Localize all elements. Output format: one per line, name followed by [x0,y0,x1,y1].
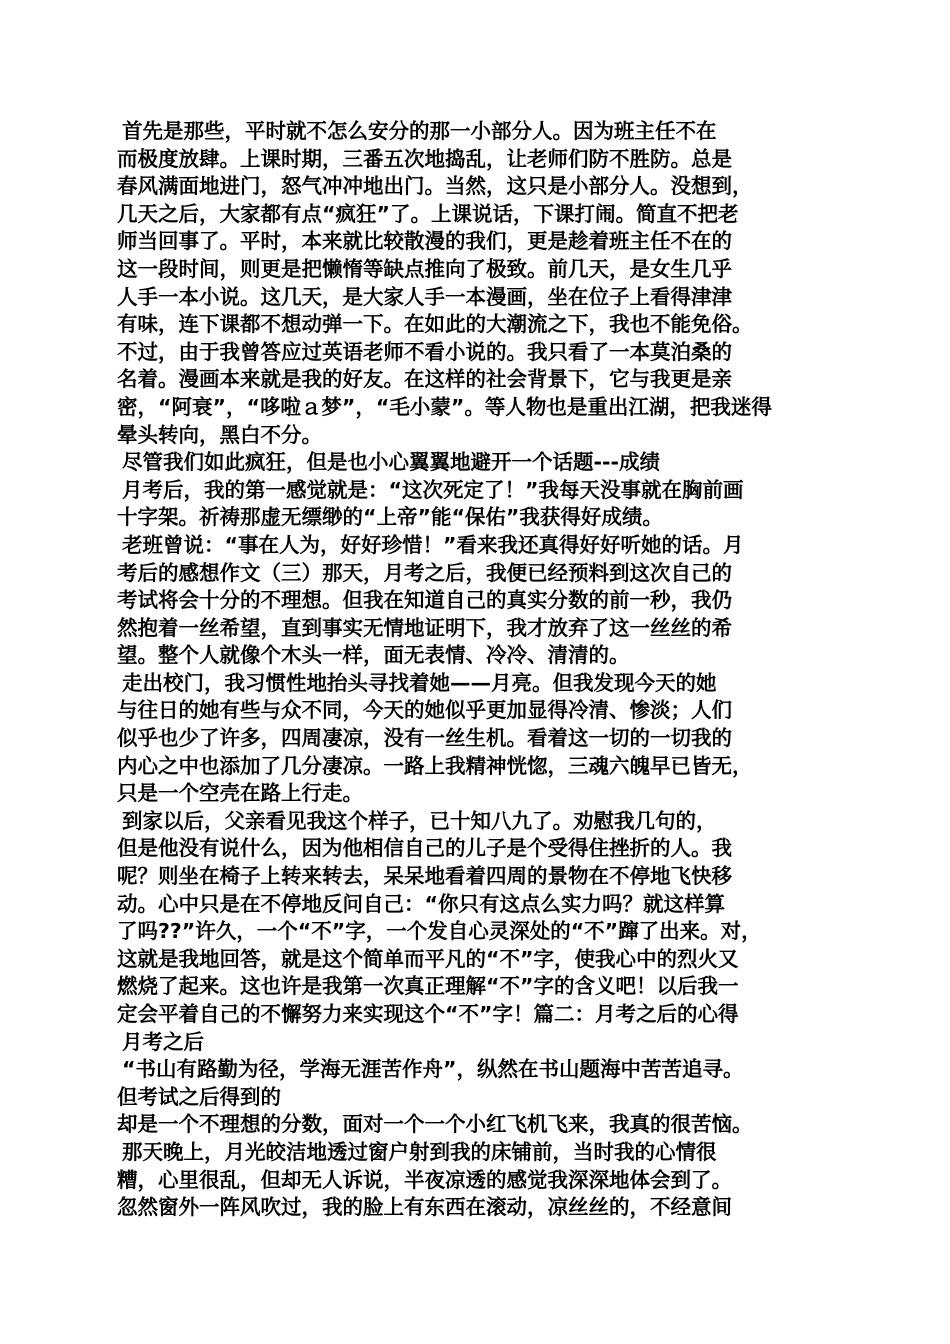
text-line: 晕头转向，黑白不分。 [117,422,322,447]
text-line: 密，“阿衰”，“哆啦ａ梦”，“毛小蒙”。等人物也是重出江湖，把我迷得 [117,394,772,419]
text-line: 但是他没有说什么，因为他相信自己的儿子是个受得住挫折的人。我 [117,836,732,861]
text-line: 春风满面地进门，怒气冲冲地出门。当然，这只是小部分人。没想到， [117,174,753,199]
text-line: 与往日的她有些与众不同，今天的她似乎更加显得冷清、惨淡；人们 [117,698,732,723]
text-line: 那天晚上，月光皎洁地透过窗户射到我的床铺前，当时我的心情很 [122,1139,717,1164]
text-line: 这一段时间，则更是把懒惰等缺点推向了极致。前几天，是女生几乎 [117,256,732,281]
text-line: 考后的感想作文（三）那天，月考之后，我便已经预料到这次自己的 [117,560,732,585]
text-line: 内心之中也添加了几分凄凉。一路上我精神恍惚，三魂六魄早已皆无， [117,753,753,778]
document-body-text [117,118,847,1222]
text-line: 月考之后 [122,1029,204,1054]
text-line: 然抱着一丝希望，直到事实无情地证明下，我才放弃了这一丝丝的希 [117,615,732,640]
text-line: 考试将会十分的不理想。但我在知道自己的真实分数的前一秒，我仍 [117,588,732,613]
text-line: 定会平着自己的不懈努力来实现这个“不”字！篇二：月考之后的心得 [117,1002,739,1026]
text-line: 走出校门，我习惯性地抬头寻找着她——月亮。但我发现今天的她 [122,670,717,695]
text-line: 呢？则坐在椅子上转来转去，呆呆地看着四周的景物在不停地飞快移 [117,864,732,889]
text-line: 名着。漫画本来就是我的好友。在这样的社会背景下，它与我更是亲 [117,367,732,392]
text-line: 尽管我们如此疯狂，但是也小心翼翼地避开一个话题---成绩 [122,450,661,475]
text-line: 但考试之后得到的 [117,1084,281,1109]
text-line: 望。整个人就像个木头一样，面无表情、冷冷、清清的。 [117,643,630,668]
text-line: 到家以后，父亲看见我这个样子，已十知八九了。劝慰我几句的， [122,808,717,833]
text-line: 只是一个空壳在路上行走。 [117,781,363,806]
text-line: 燃烧了起来。这也许是我第一次真正理解“不”字的含义吧！以后我一 [117,974,739,999]
text-line: 糟，心里很乱，但却无人诉说，半夜凉透的感觉我深深地体会到了。 [117,1167,732,1192]
text-line: 动。心中只是在不停地反问自己：“你只有这点么实力吗？就这样算 [117,891,725,916]
text-line: 却是一个不理想的分数，面对一个一个小红飞机飞来，我真的很苦恼。 [117,1112,753,1137]
text-line: 似乎也少了许多，四周凄凉，没有一丝生机。看着这一切的一切我的 [117,726,732,751]
text-line: 不过，由于我曾答应过英语老师不看小说的。我只看了一本莫泊桑的 [117,339,732,364]
text-line: 忽然窗外一阵风吹过，我的脸上有东西在滚动，凉丝丝的，不经意间 [117,1195,732,1220]
text-line: 师当回事了。平时，本来就比较散漫的我们，更是趁着班主任不在的 [117,229,732,254]
text-line: 了吗??”许久，一个“不”字，一个发自心灵深处的“不”蹿了出来。对， [117,919,762,944]
text-line: “书山有路勤为径，学海无涯苦作舟”，纵然在书山题海中苦苦追寻。 [122,1057,744,1082]
text-line: 人手一本小说。这几天，是大家人手一本漫画，坐在位子上看得津津 [117,284,732,309]
text-line: 几天之后，大家都有点“疯狂”了。上课说话，下课打闹。简直不把老 [117,201,739,226]
text-line: 有味，连下课都不想动弹一下。在如此的大潮流之下，我也不能免俗。 [117,312,753,337]
text-line: 首先是那些，平时就不怎么安分的那一小部分人。因为班主任不在 [122,119,717,143]
text-line: 这就是我地回答，就是这个简单而平凡的“不”字，使我心中的烈火又 [117,946,739,971]
text-line: 而极度放肆。上课时期，三番五次地捣乱，让老师们防不胜防。总是 [117,146,732,171]
text-line: 十字架。祈祷那虚无缥缈的“上帝”能“保佑”我获得好成绩。 [117,505,663,530]
text-line: 老班曾说：“事在人为，好好珍惜！”看来我还真得好好听她的话。月 [122,532,744,557]
text-line: 月考后，我的第一感觉就是：“这次死定了！”我每天没事就在胸前画 [122,477,744,502]
